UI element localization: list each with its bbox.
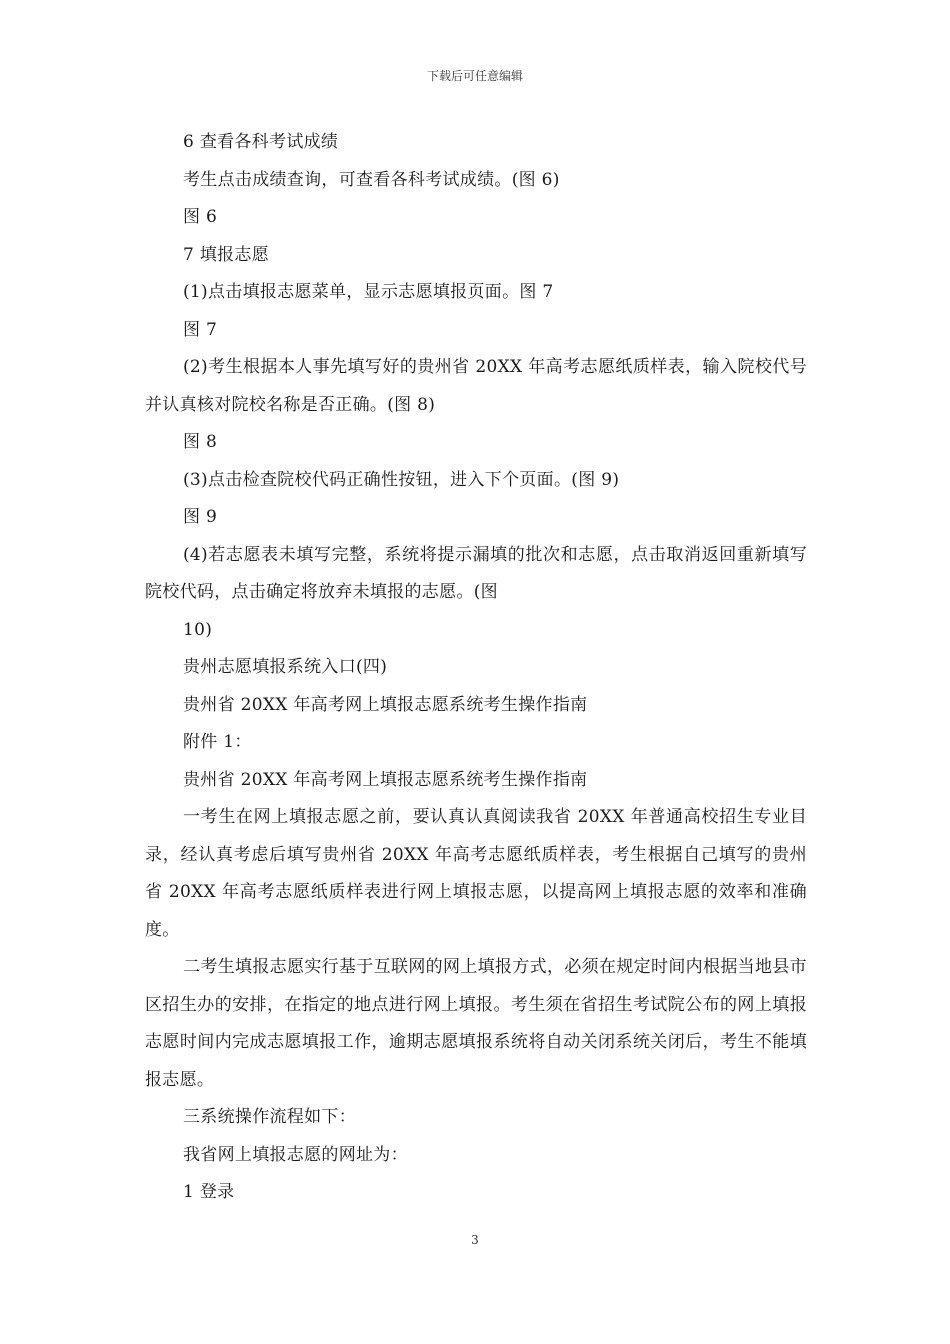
section-heading: 贵州志愿填报系统入口(四) — [183, 657, 388, 677]
paragraph: (1)点击填报志愿菜单，显示志愿填报页面。图 7 — [183, 282, 554, 302]
attachment-label: 附件 1： — [183, 732, 252, 752]
paragraph: 考生点击成绩查询，可查看各科考试成绩。(图 6) — [183, 169, 560, 190]
paragraph: 我省网上填报志愿的网址为： — [183, 1144, 408, 1165]
figure-caption-6: 图 6 — [183, 207, 218, 227]
figure-caption-7: 图 7 — [183, 319, 218, 340]
section-heading: 贵州省 20XX 年高考网上填报志愿系统考生操作指南 — [183, 694, 588, 715]
section-heading: 贵州省 20XX 年高考网上填报志愿系统考生操作指南 — [183, 769, 588, 790]
section-heading-6: 6 查看各科考试成绩 — [183, 132, 339, 152]
document-body — [145, 124, 807, 1212]
figure-caption-9: 图 9 — [183, 507, 218, 527]
figure-caption-8: 图 8 — [183, 432, 218, 452]
page-number: 3 — [471, 1233, 479, 1247]
paragraph: 一考生在网上填报志愿之前，要认真认真阅读我省 20XX 年普通高校招生专业目录，经认真考虑后填写贵州省 20XX 年高考志愿纸质样表，考生根据自己填写的贵州省 20XX 年高考志愿纸质样表进行网上填报志愿，以提高网上填报志愿的效率和准确度。 — [145, 807, 807, 940]
section-heading-1: 1 登录 — [183, 1182, 235, 1202]
paragraph: 二考生填报志愿实行基于互联网的网上填报方式，必须在规定时间内根据当地县市区招生办的安排，在指定的地点进行网上填报。考生须在省招生考试院公布的网上填报志愿时间内完成志愿填报工作，逾期志愿填报系统将自动关闭系统关闭后，考生不能填报志愿。 — [145, 957, 807, 1090]
section-heading-7: 7 填报志愿 — [183, 244, 270, 265]
page-header: 下载后可任意编辑 — [426, 69, 523, 83]
paragraph: 10) — [183, 619, 213, 640]
paragraph: (4)若志愿表未填写完整，系统将提示漏填的批次和志愿，点击取消返回重新填写院校代码，点击确定将放弃未填报的志愿。(图 — [145, 544, 807, 602]
paragraph: (3)点击检查院校代码正确性按钮，进入下个页面。(图 9) — [183, 469, 620, 490]
paragraph: (2)考生根据本人事先填写好的贵州省 20XX 年高考志愿纸质样表，输入院校代号并认真核对院校名称是否正确。(图 8) — [145, 357, 807, 415]
paragraph: 三系统操作流程如下： — [183, 1107, 356, 1127]
